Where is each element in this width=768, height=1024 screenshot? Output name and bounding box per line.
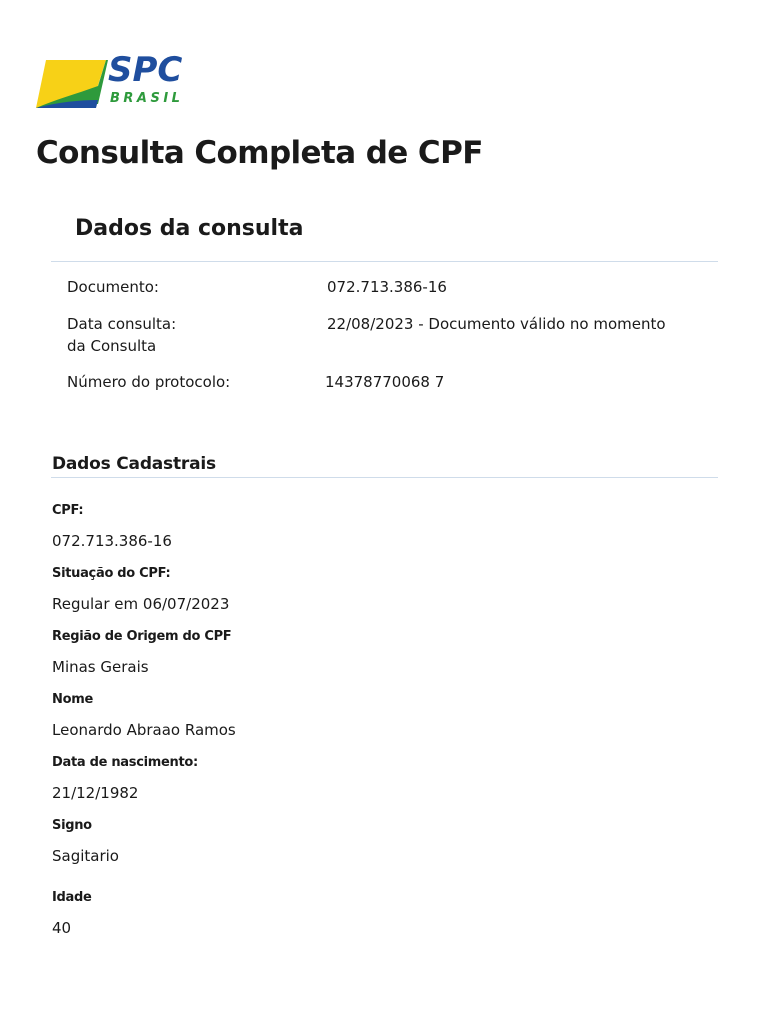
cpf-label: CPF: [52, 503, 84, 518]
spc-brasil-logo [36, 50, 196, 110]
protocolo-label: Número do protocolo: [67, 373, 231, 391]
data-nascimento-value: 21/12/1982 [52, 784, 139, 802]
logo-spc-text: SPC [108, 50, 183, 90]
data-consulta-label: Data consulta: [67, 315, 177, 333]
nome-value: Leonardo Abraao Ramos [52, 721, 236, 739]
signo-label: Signo [52, 818, 92, 833]
situacao-cpf-value: Regular em 06/07/2023 [52, 595, 230, 613]
idade-label: Idade [52, 890, 92, 905]
documento-value: 072.713.386-16 [327, 278, 447, 296]
nome-label: Nome [52, 692, 93, 707]
divider [51, 477, 718, 478]
flag-swoosh-icon [36, 56, 108, 108]
page-title: Consulta Completa de CPF [36, 135, 483, 171]
protocolo-value: 14378770068 7 [325, 373, 445, 391]
regiao-origem-label: Região de Origem do CPF [52, 629, 232, 644]
divider [51, 261, 718, 262]
idade-value: 40 [52, 919, 72, 937]
situacao-cpf-label: Situação do CPF: [52, 566, 171, 581]
regiao-origem-value: Minas Gerais [52, 658, 149, 676]
section-heading-consulta: Dados da consulta [75, 216, 304, 241]
section-heading-cadastrais: Dados Cadastrais [52, 454, 216, 474]
documento-label: Documento: [67, 278, 159, 296]
cpf-value: 072.713.386-16 [52, 532, 172, 550]
data-nascimento-label: Data de nascimento: [52, 755, 198, 770]
logo-brasil-text: BRASIL [110, 91, 184, 106]
data-consulta-value: 22/08/2023 - Documento válido no momento [327, 315, 666, 333]
signo-value: Sagitario [52, 847, 119, 865]
data-consulta-label-line2: da Consulta [67, 337, 157, 355]
